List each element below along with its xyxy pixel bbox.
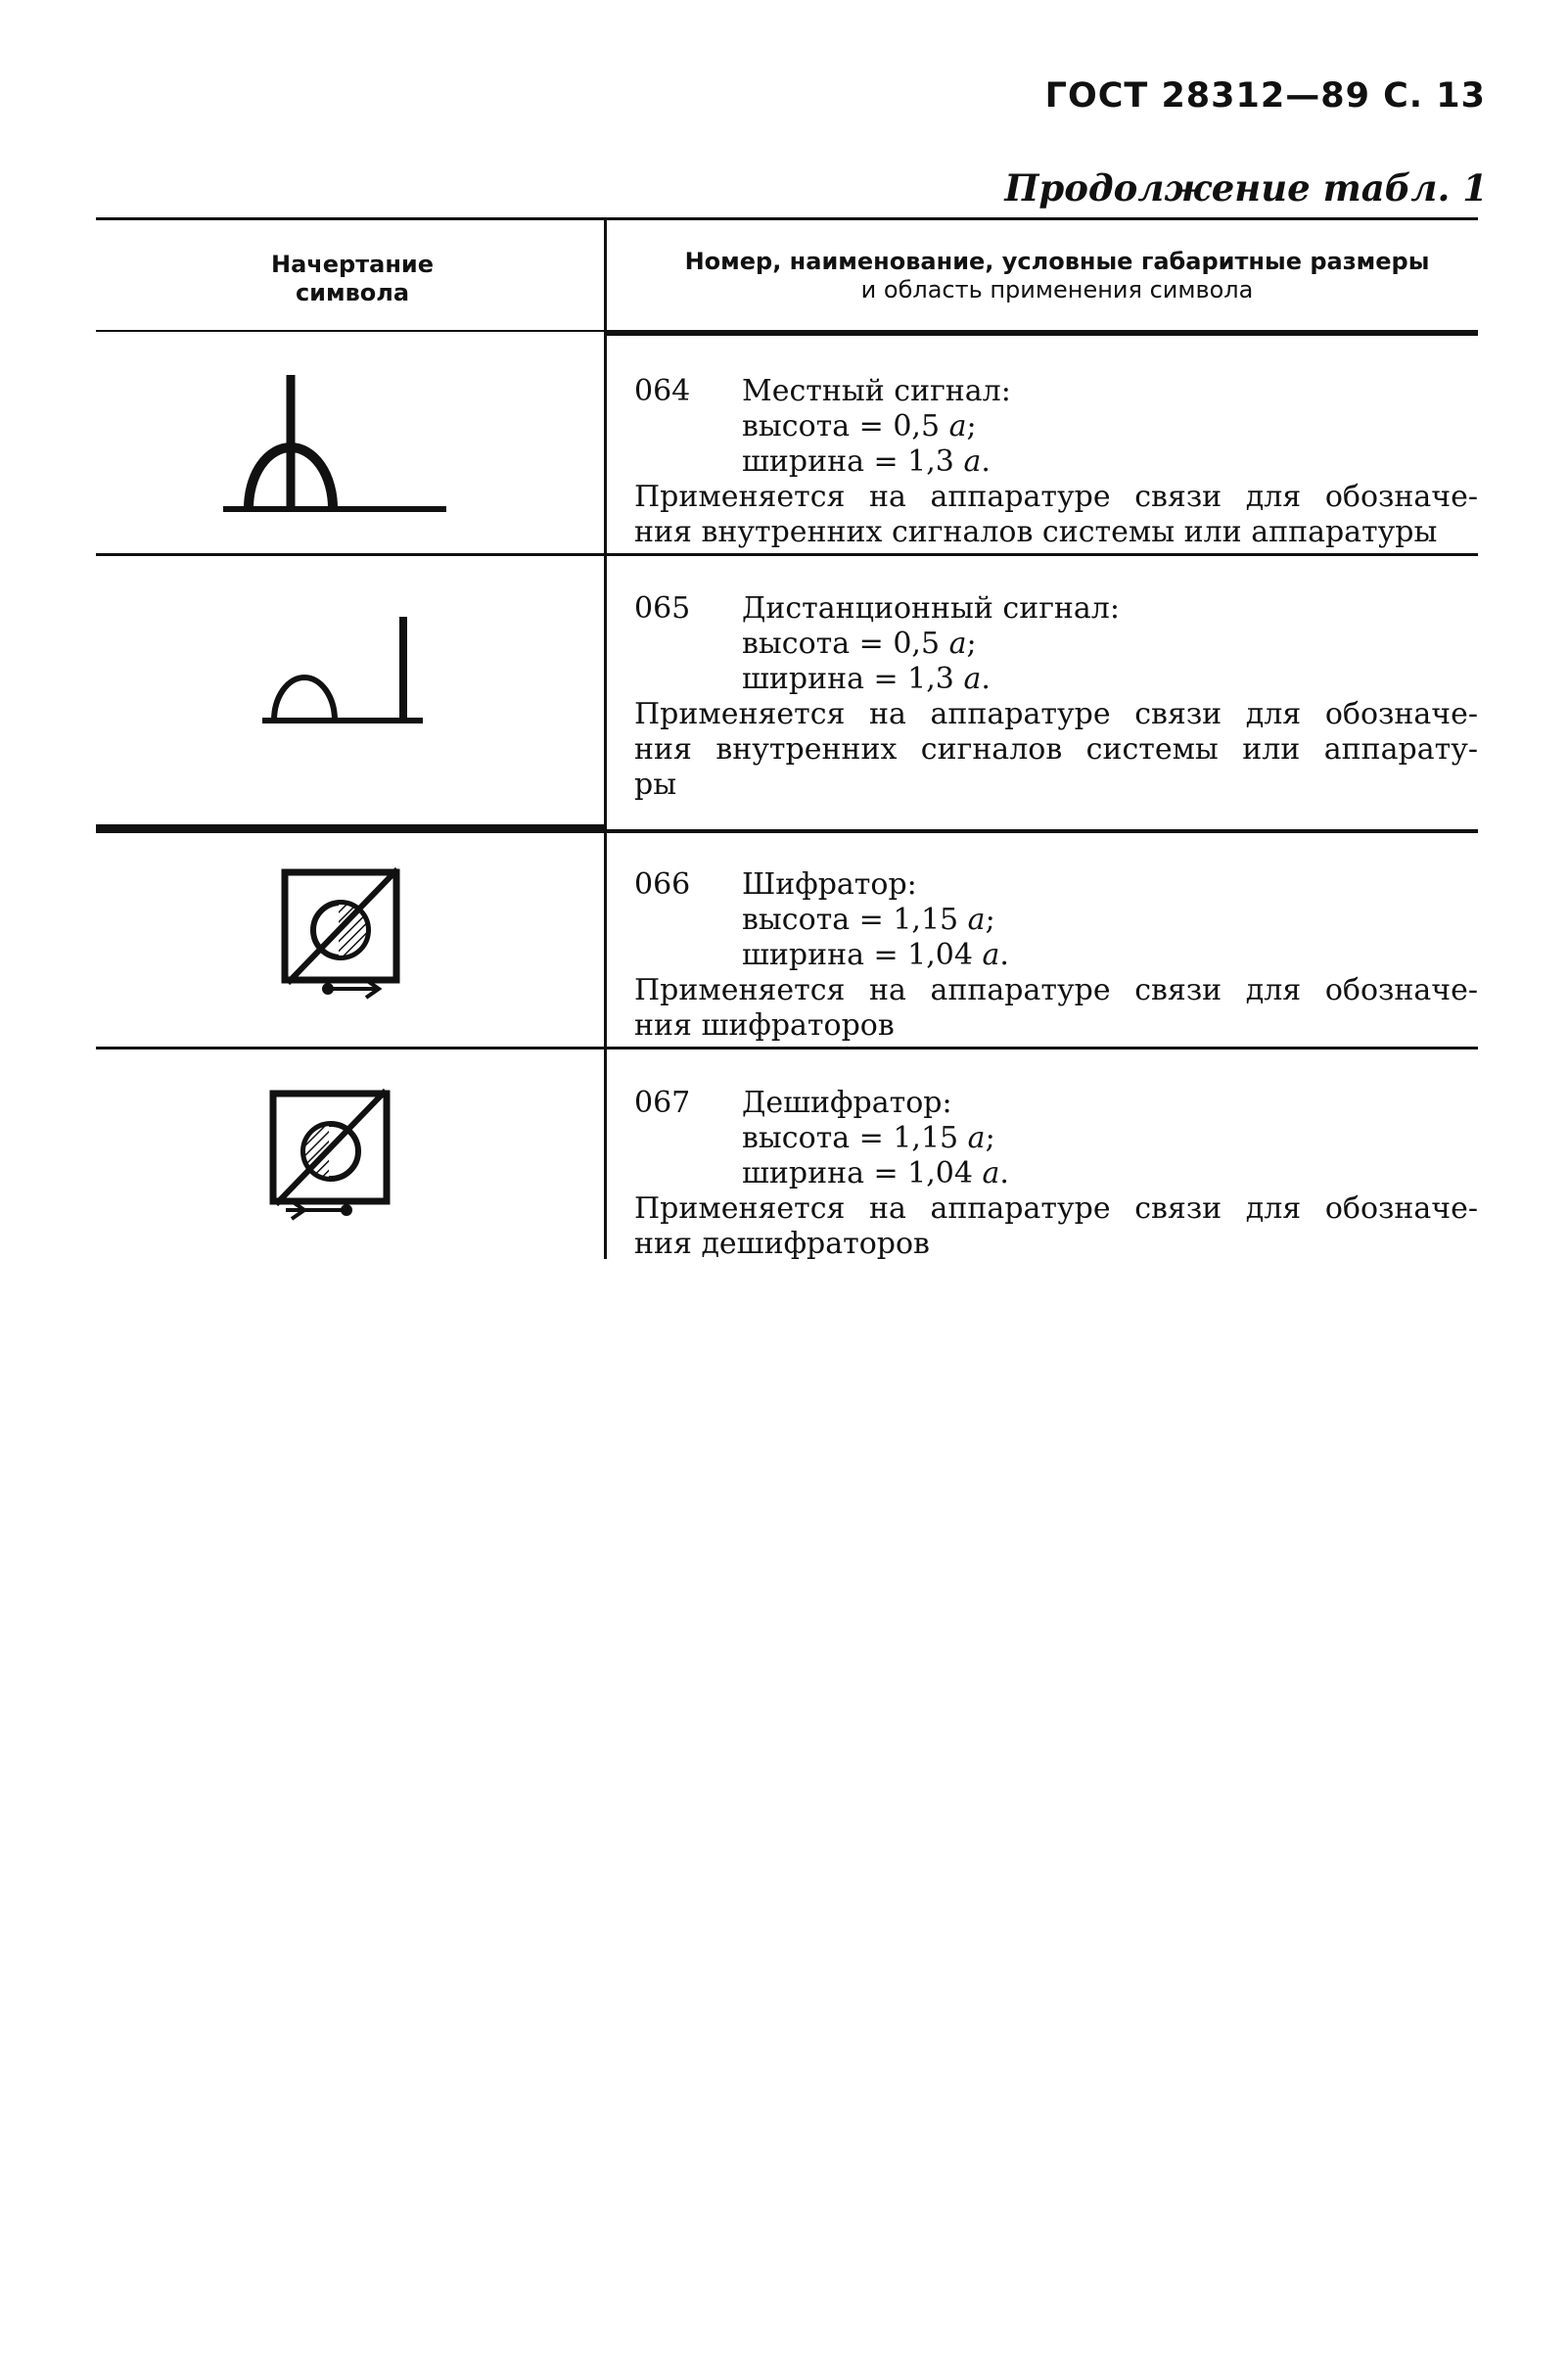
application-text: ры: [634, 768, 677, 802]
height-unit: a: [967, 1121, 986, 1155]
row-066-description: [634, 867, 1478, 1044]
application-text: ния внутренних сигналов системы или аппаратуры: [634, 515, 1438, 549]
width-value: ширина = 1,3: [742, 662, 954, 696]
column-header-desc-line: Номер, наименование, условные габаритные размеры: [684, 248, 1430, 275]
height-unit: a: [948, 627, 967, 661]
width-unit: a: [982, 938, 1000, 972]
decoder-icon: [266, 1087, 403, 1224]
column-header-description: [617, 248, 1498, 304]
encoder-icon: [278, 865, 415, 1003]
height-value: высота = 1,15: [742, 903, 959, 937]
application-text: ния внутренних сигналов системы или аппарату-: [634, 732, 1478, 767]
remote-signal-icon: [256, 613, 442, 730]
height-value: высота = 1,15: [742, 1121, 959, 1155]
width-punct: .: [981, 662, 991, 696]
height-punct: ;: [985, 1121, 995, 1155]
symbol-width: [634, 444, 1478, 480]
width-unit: a: [982, 1156, 1000, 1190]
symbol-name: Дистанционный сигнал:: [742, 591, 1120, 626]
table-continuation-caption: Продолжение табл. 1: [1004, 166, 1488, 210]
symbol-width: [634, 662, 1478, 697]
header-bottom-rule-desc: [605, 332, 1478, 336]
width-unit: a: [963, 444, 982, 479]
page-header: ГОСТ 28312—89 С. 13: [1044, 76, 1486, 116]
row-divider: [96, 829, 1478, 833]
symbol-number: 067: [634, 1086, 691, 1120]
application-text: ния дешифраторов: [634, 1227, 930, 1261]
column-divider: [604, 219, 607, 1259]
application-text: Применяется на аппаратуре связи для обозначе-: [634, 480, 1478, 514]
symbol-height: [634, 409, 1478, 444]
symbol-name: Дешифратор:: [742, 1086, 952, 1120]
application-text: Применяется на аппаратуре связи для обозначе-: [634, 973, 1478, 1007]
row-divider: [96, 553, 1478, 556]
symbol-number: 065: [634, 591, 691, 626]
table-top-rule: [96, 217, 1478, 220]
symbol-number: 064: [634, 374, 691, 408]
height-punct: ;: [985, 903, 995, 937]
symbol-height: [634, 627, 1478, 662]
row-divider-thick: [96, 824, 605, 829]
column-header-desc-line: и область применения символа: [860, 276, 1254, 303]
local-signal-icon: [221, 372, 456, 519]
height-unit: a: [948, 409, 967, 443]
height-punct: ;: [966, 627, 977, 661]
row-divider: [96, 1047, 1478, 1050]
symbol-width: [634, 938, 1478, 973]
application-text: ния шифраторов: [634, 1008, 895, 1043]
symbol-height: [634, 903, 1478, 938]
symbol-number: 066: [634, 867, 691, 902]
symbol-name: Местный сигнал:: [742, 374, 1011, 408]
height-value: высота = 0,5: [742, 627, 941, 661]
width-punct: .: [999, 938, 1009, 972]
column-header-symbol-line: Начертание: [271, 251, 434, 278]
height-value: высота = 0,5: [742, 409, 941, 443]
width-unit: a: [963, 662, 982, 696]
height-unit: a: [967, 903, 986, 937]
width-value: ширина = 1,04: [742, 938, 973, 972]
symbol-name: Шифратор:: [742, 867, 917, 902]
symbol-width: [634, 1156, 1478, 1191]
width-value: ширина = 1,04: [742, 1156, 973, 1190]
width-punct: .: [981, 444, 991, 479]
row-067-description: [634, 1086, 1478, 1262]
row-064-description: [634, 374, 1478, 550]
width-value: ширина = 1,3: [742, 444, 954, 479]
column-header-symbol-line: символа: [295, 279, 410, 306]
symbol-height: [634, 1121, 1478, 1156]
application-text: Применяется на аппаратуре связи для обозначе-: [634, 697, 1478, 731]
width-punct: .: [999, 1156, 1009, 1190]
height-punct: ;: [966, 409, 977, 443]
column-header-symbol: [98, 251, 607, 307]
row-065-description: [634, 591, 1478, 803]
application-text: Применяется на аппаратуре связи для обозначе-: [634, 1191, 1478, 1226]
